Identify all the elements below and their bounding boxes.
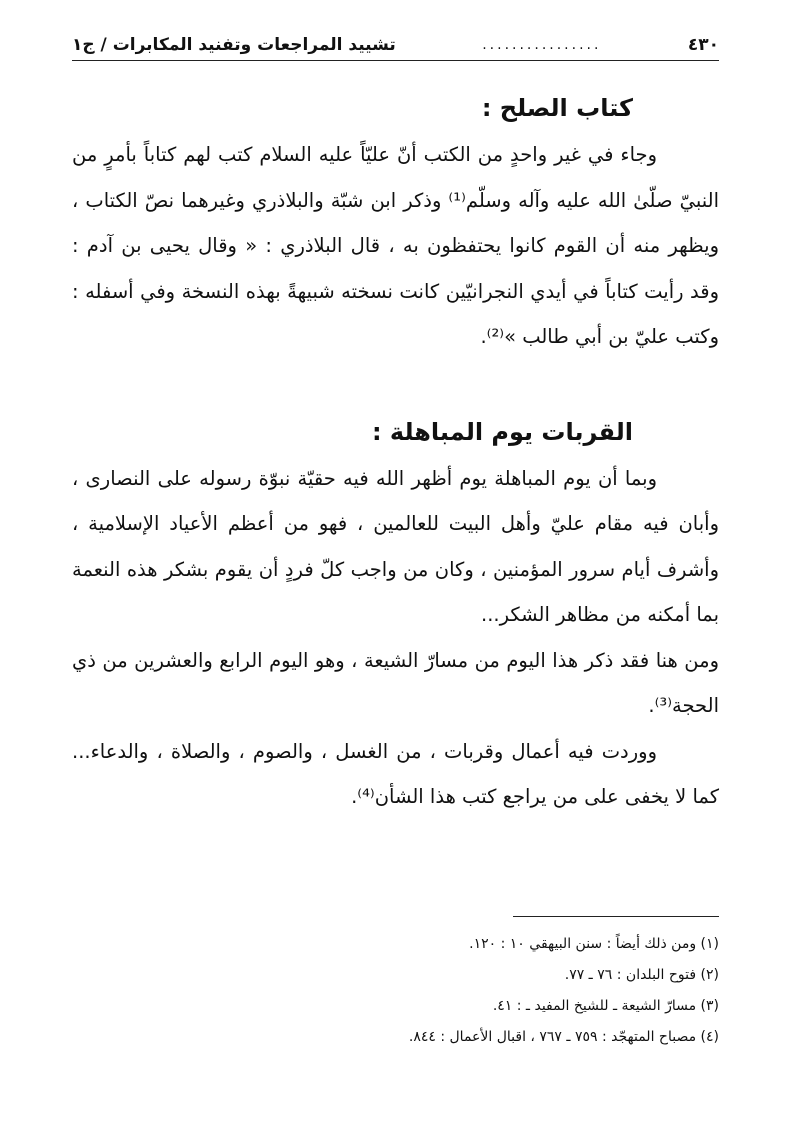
paragraph-shia-festivals: ومن هنا فقد ذكر هذا اليوم من مسارّ الشيعة ، وهو اليوم الرابع والعشرين من ذي الحجة⁽³⁾. bbox=[72, 648, 719, 717]
footnote-4: (٤) مصباح المتهجّد : ٧٥٩ ـ ٧٦٧ ، اقبال الأعمال : ٨٤٤. bbox=[408, 1029, 719, 1045]
paragraph-peace-treaty: وجاء في غير واحدٍ من الكتب أنّ عليّاً عليه السلام كتب لهم كتاباً بأمرٍ من النبيّ صلّىٰ الله عليه وآله وسلّم⁽¹⁾ وذكر ابن شبّة والبلاذري وغيرهما نصّ الكتاب ، ويظهر منه أن القوم كانوا يحتفظون به ، قال البلاذري : « وقال يحيى بن آدم : وقد رأيت كتاباً في أيدي النجرانيّين كانت نسخته شبيهةً بهذه النسخة وفي أسفله : وكتب عليّ بن أبي طالب »⁽²⁾. bbox=[72, 143, 719, 348]
header-dot-leader: ................ bbox=[482, 37, 602, 53]
main-text bbox=[72, 84, 719, 820]
footnote-2: (٢) فتوح البلدان : ٧٦ ـ ٧٧. bbox=[564, 967, 719, 983]
paragraph-rites: ووردت فيه أعمال وقربات ، من الغسل ، والصوم ، والصلاة ، والدعاء... كما لا يخفى على من يراجع كتب هذا الشأن⁽⁴⁾. bbox=[72, 739, 719, 808]
footnote-divider bbox=[513, 916, 719, 917]
running-header bbox=[72, 30, 719, 61]
page-number: ٤٣٠ bbox=[687, 35, 719, 55]
section-heading-peace-treaty: كتاب الصلح : bbox=[481, 94, 633, 122]
footnotes bbox=[72, 916, 719, 1053]
footnote-3: (٣) مسارّ الشيعة ـ للشيخ المفيد ـ : ٤١. bbox=[492, 998, 719, 1014]
section-heading-mubahala-rites: القربات يوم المباهلة : bbox=[371, 417, 633, 446]
footnote-1: (١) ومن ذلك أيضاً : سنن البيهقي ١٠ : ١٢٠. bbox=[469, 936, 719, 952]
book-title: تشييد المراجعات وتفنيد المكابرات / ج١ bbox=[72, 35, 396, 55]
section-spacer bbox=[72, 360, 719, 408]
paragraph-mubahala-day: وبما أن يوم المباهلة يوم أظهر الله فيه حقيّة نبوّة رسوله على النصارى ، وأبان فيه مقام عليّ وأهل البيت للعالمين ، فهو من أعظم الأعياد الإسلامية ، وأشرف أيام سرور المؤمنين ، وكان من واجب كلّ فردٍ أن يقوم بشكر هذه النعمة بما أمكنه من مظاهر الشكر... bbox=[72, 466, 719, 626]
